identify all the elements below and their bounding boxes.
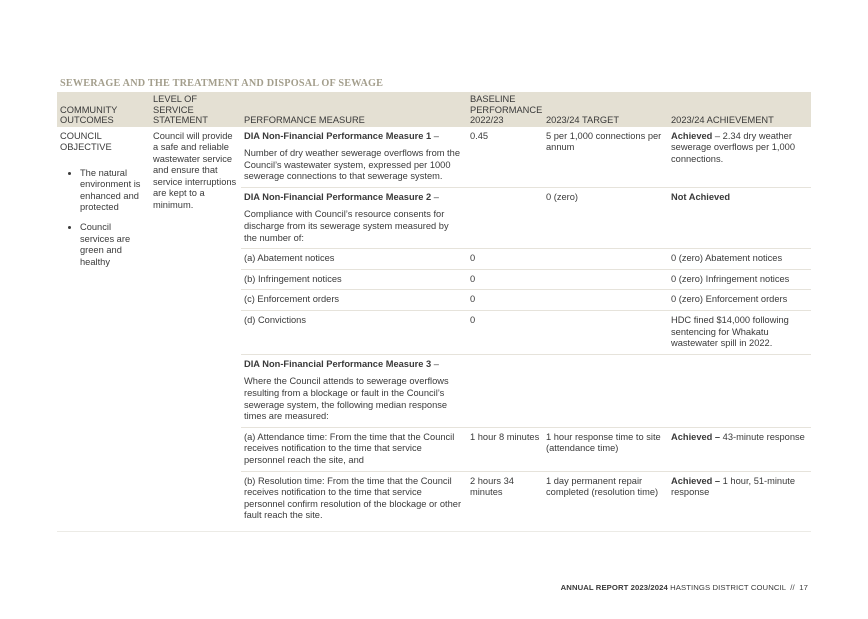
page-footer bbox=[561, 582, 808, 594]
measure-cell: (b) Resolution time: From the time that the Council receives notification to the time that service personnel confirm resolution of the blockage or other fault reach the site. bbox=[241, 471, 467, 526]
measure-description: Where the Council attends to sewerage overflows resulting from a blockage or fault in the Council’s sewerage system, the following median response times are measured: bbox=[244, 376, 449, 422]
baseline-cell: 0.45 bbox=[470, 130, 489, 141]
measure-dash: – bbox=[431, 130, 439, 141]
baseline-cell bbox=[467, 354, 543, 427]
baseline-cell: 0 bbox=[467, 290, 543, 311]
baseline-cell: 1 hour 8 minutes bbox=[467, 427, 543, 471]
header-performance-measure: PERFORMANCE MEASURE bbox=[241, 92, 467, 127]
target-cell bbox=[543, 269, 668, 290]
footer-council-page: HASTINGS DISTRICT COUNCIL // 17 bbox=[667, 583, 808, 592]
measure-description: Number of dry weather sewerage overflows from the Council’s wastewater system, expressed per 1000 sewerage connections to that sewerage system. bbox=[244, 148, 460, 182]
baseline-cell: 0 bbox=[467, 249, 543, 270]
achievement-cell bbox=[668, 471, 811, 526]
achievement-cell bbox=[668, 354, 811, 427]
achievement-detail: 43-minute response bbox=[720, 431, 805, 442]
target-cell bbox=[543, 311, 668, 355]
achievement-status: Not Achieved bbox=[671, 191, 731, 202]
achievement-cell: HDC fined $14,000 following sentencing for Whakatu wastewater spill in 2022. bbox=[668, 311, 811, 355]
target-cell: 1 day permanent repair completed (resolution time) bbox=[543, 471, 668, 526]
table-row bbox=[57, 127, 811, 188]
header-level-of-service: LEVEL OF SERVICE STATEMENT bbox=[150, 92, 241, 127]
table-header-row bbox=[57, 92, 811, 127]
measure-title: DIA Non-Financial Performance Measure 3 bbox=[244, 358, 432, 369]
measure-cell: (b) Infringement notices bbox=[241, 269, 467, 290]
target-cell bbox=[543, 354, 668, 427]
list-item: • Council services are green and healthy bbox=[80, 222, 147, 268]
achievement-status: Achieved – bbox=[671, 475, 721, 486]
performance-table bbox=[57, 92, 811, 526]
measure-cell: (a) Abatement notices bbox=[241, 249, 467, 270]
measure-description: Compliance with Council’s resource consents for discharge from its sewerage system measured by the number of: bbox=[244, 209, 449, 243]
target-cell bbox=[543, 290, 668, 311]
measure-cell: (c) Enforcement orders bbox=[241, 290, 467, 311]
achievement-detail: 1 hour, 51-minute response bbox=[671, 475, 796, 498]
achievement-cell: 0 (zero) Abatement notices bbox=[668, 249, 811, 270]
baseline-cell bbox=[467, 187, 543, 248]
header-achievement: 2023/24 ACHIEVEMENT bbox=[668, 92, 811, 127]
achievement-status: Achieved bbox=[671, 130, 713, 141]
achievement-cell: 0 (zero) Infringement notices bbox=[668, 269, 811, 290]
baseline-cell: 0 bbox=[467, 311, 543, 355]
measure-title: DIA Non-Financial Performance Measure 1 bbox=[244, 130, 432, 141]
council-objective-heading: COUNCIL OBJECTIVE bbox=[60, 130, 112, 153]
achievement-cell bbox=[668, 127, 811, 188]
header-target: 2023/24 TARGET bbox=[543, 92, 668, 127]
baseline-cell: 2 hours 34 minutes bbox=[467, 471, 543, 526]
footer-report-title: ANNUAL REPORT 2023/2024 bbox=[560, 583, 668, 592]
header-community-outcomes: COMMUNITY OUTCOMES bbox=[57, 92, 150, 127]
achievement-cell bbox=[668, 427, 811, 471]
table-bottom-divider bbox=[57, 531, 811, 532]
baseline-cell: 0 bbox=[467, 269, 543, 290]
achievement-cell bbox=[668, 187, 811, 248]
achievement-detail: – 2.34 dry weather sewerage overflows per 1,000 connections. bbox=[671, 130, 796, 164]
achievement-status: Achieved – bbox=[671, 431, 721, 442]
measure-dash: – bbox=[431, 191, 439, 202]
level-of-service-cell: Council will provide a safe and reliable wastewater service and ensure that service interruptions are kept to a minimum. bbox=[153, 130, 237, 211]
measure-cell bbox=[241, 187, 467, 248]
target-cell bbox=[543, 249, 668, 270]
header-baseline: BASELINE PERFORMANCE 2022/23 bbox=[467, 92, 543, 127]
measure-dash: – bbox=[431, 358, 439, 369]
measure-cell: (d) Convictions bbox=[241, 311, 467, 355]
list-item: • The natural environment is enhanced and protected bbox=[80, 168, 147, 214]
target-cell: 0 (zero) bbox=[543, 187, 668, 248]
target-cell: 5 per 1,000 connections per annum bbox=[546, 130, 662, 153]
measure-cell: (a) Attendance time: From the time that the Council receives notification to the time that service personnel reach the site, and bbox=[241, 427, 467, 471]
measure-title: DIA Non-Financial Performance Measure 2 bbox=[244, 191, 432, 202]
achievement-cell: 0 (zero) Enforcement orders bbox=[668, 290, 811, 311]
community-outcomes-cell bbox=[57, 127, 150, 526]
objective-list bbox=[60, 168, 147, 269]
measure-cell bbox=[241, 354, 467, 427]
section-title: SEWERAGE AND THE TREATMENT AND DISPOSAL OF SEWAGE bbox=[60, 78, 384, 89]
target-cell: 1 hour response time to site (attendance time) bbox=[543, 427, 668, 471]
measure-cell bbox=[241, 127, 467, 188]
